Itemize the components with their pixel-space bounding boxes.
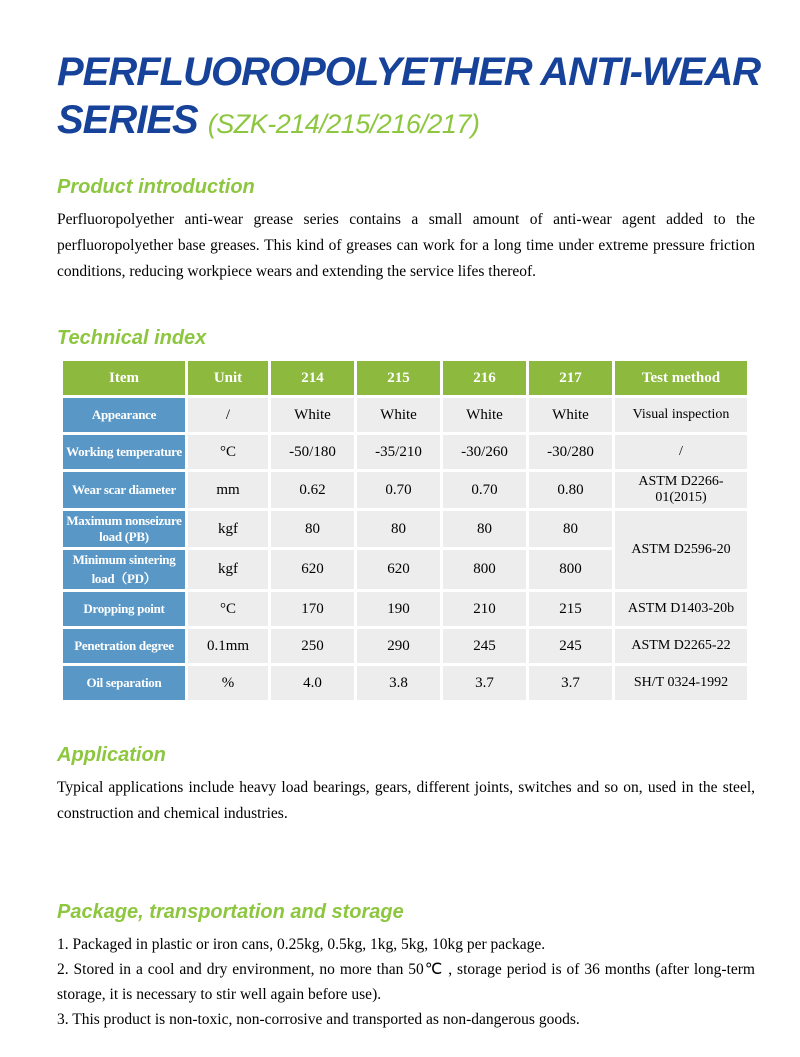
value-cell-216: White xyxy=(443,398,526,432)
column-header-test-method: Test method xyxy=(615,361,747,395)
value-cell-217: 80 xyxy=(529,511,612,547)
column-header-216: 216 xyxy=(443,361,526,395)
table-row-maximum-nonseizure-load xyxy=(63,511,747,547)
page-title-line-2 xyxy=(57,98,767,143)
item-cell: Oil separation xyxy=(63,666,185,700)
item-cell: Minimum sintering load（PD） xyxy=(63,550,185,589)
package-list xyxy=(57,932,755,1032)
value-cell-216: 800 xyxy=(443,550,526,589)
section-technical-index xyxy=(57,327,755,703)
section-package-transportation-storage xyxy=(57,901,755,1032)
test-method-cell: ASTM D2266-01(2015) xyxy=(615,472,747,508)
package-list-item-3: 3. This product is non-toxic, non-corrosive and transported as non-dangerous goods. xyxy=(57,1011,580,1028)
table-row-working-temperature xyxy=(63,435,747,469)
value-cell-217: -30/280 xyxy=(529,435,612,469)
value-cell-216: 3.7 xyxy=(443,666,526,700)
item-cell: Dropping point xyxy=(63,592,185,626)
section-application xyxy=(57,744,755,827)
value-cell-215: White xyxy=(357,398,440,432)
value-cell-215: -35/210 xyxy=(357,435,440,469)
value-cell-215: 80 xyxy=(357,511,440,547)
value-cell-214: -50/180 xyxy=(271,435,354,469)
item-cell: Working temperature xyxy=(63,435,185,469)
technical-index-table xyxy=(60,358,750,703)
test-method-cell: ASTM D2265-22 xyxy=(615,629,747,663)
item-cell: Appearance xyxy=(63,398,185,432)
product-introduction-text: Perfluoropolyether anti-wear grease series contains a small amount of anti-wear agent added to the perfluoropolyether base greases. This kind of greases can work for a long time under extreme pressure friction conditions, reducing workpiece wears and extending the service lifes thereof. xyxy=(57,211,755,280)
value-cell-216: -30/260 xyxy=(443,435,526,469)
value-cell-217: 0.80 xyxy=(529,472,612,508)
heading-product-introduction: Product introduction xyxy=(57,176,255,198)
value-cell-216: 0.70 xyxy=(443,472,526,508)
value-cell-215: 290 xyxy=(357,629,440,663)
table-row-appearance xyxy=(63,398,747,432)
value-cell-215: 0.70 xyxy=(357,472,440,508)
page-title-model-codes: (SZK-214/215/216/217) xyxy=(207,108,480,139)
value-cell-217: 245 xyxy=(529,629,612,663)
heading-application: Application xyxy=(57,744,166,766)
column-header-unit: Unit xyxy=(188,361,268,395)
section-product-introduction xyxy=(57,176,755,285)
application-text: Typical applications include heavy load bearings, gears, different joints, switches and so on, used in the steel, construction and chemical industries. xyxy=(57,779,755,822)
column-header-217: 217 xyxy=(529,361,612,395)
unit-cell: kgf xyxy=(188,550,268,589)
package-list-item-2: 2. Stored in a cool and dry environment, no more than 50℃ , storage period is of 36 months (after long-term storage, it is necessary to stir well again before use). xyxy=(57,961,755,1003)
document-title-block xyxy=(57,50,767,143)
value-cell-215: 620 xyxy=(357,550,440,589)
column-header-215: 215 xyxy=(357,361,440,395)
value-cell-214: 250 xyxy=(271,629,354,663)
item-cell: Penetration degree xyxy=(63,629,185,663)
value-cell-215: 3.8 xyxy=(357,666,440,700)
value-cell-214: 0.62 xyxy=(271,472,354,508)
value-cell-217: 215 xyxy=(529,592,612,626)
unit-cell: / xyxy=(188,398,268,432)
table-header-row xyxy=(63,361,747,395)
heading-package-transportation-storage: Package, transportation and storage xyxy=(57,901,404,923)
value-cell-214: 620 xyxy=(271,550,354,589)
item-cell: Maximum nonseizure load (PB) xyxy=(63,511,185,547)
value-cell-214: 4.0 xyxy=(271,666,354,700)
unit-cell: mm xyxy=(188,472,268,508)
value-cell-215: 190 xyxy=(357,592,440,626)
table-row-wear-scar-diameter xyxy=(63,472,747,508)
unit-cell: °C xyxy=(188,592,268,626)
value-cell-216: 210 xyxy=(443,592,526,626)
page-title-series: SERIES xyxy=(57,97,198,142)
table-row-dropping-point xyxy=(63,592,747,626)
page-title-line-1: PERFLUOROPOLYETHER ANTI-WEAR xyxy=(57,50,761,94)
table-row-penetration-degree xyxy=(63,629,747,663)
value-cell-214: 170 xyxy=(271,592,354,626)
test-method-cell-merged: ASTM D2596-20 xyxy=(615,511,747,589)
test-method-cell: ASTM D1403-20b xyxy=(615,592,747,626)
unit-cell: °C xyxy=(188,435,268,469)
test-method-cell: / xyxy=(615,435,747,469)
test-method-cell: Visual inspection xyxy=(615,398,747,432)
unit-cell: kgf xyxy=(188,511,268,547)
heading-technical-index: Technical index xyxy=(57,327,207,349)
unit-cell: 0.1mm xyxy=(188,629,268,663)
column-header-item: Item xyxy=(63,361,185,395)
value-cell-216: 80 xyxy=(443,511,526,547)
value-cell-214: White xyxy=(271,398,354,432)
value-cell-217: 800 xyxy=(529,550,612,589)
column-header-214: 214 xyxy=(271,361,354,395)
value-cell-214: 80 xyxy=(271,511,354,547)
package-list-item-1: 1. Packaged in plastic or iron cans, 0.25kg, 0.5kg, 1kg, 5kg, 10kg per package. xyxy=(57,936,546,953)
item-cell: Wear scar diameter xyxy=(63,472,185,508)
unit-cell: % xyxy=(188,666,268,700)
value-cell-216: 245 xyxy=(443,629,526,663)
value-cell-217: 3.7 xyxy=(529,666,612,700)
table-row-oil-separation xyxy=(63,666,747,700)
value-cell-217: White xyxy=(529,398,612,432)
test-method-cell: SH/T 0324-1992 xyxy=(615,666,747,700)
